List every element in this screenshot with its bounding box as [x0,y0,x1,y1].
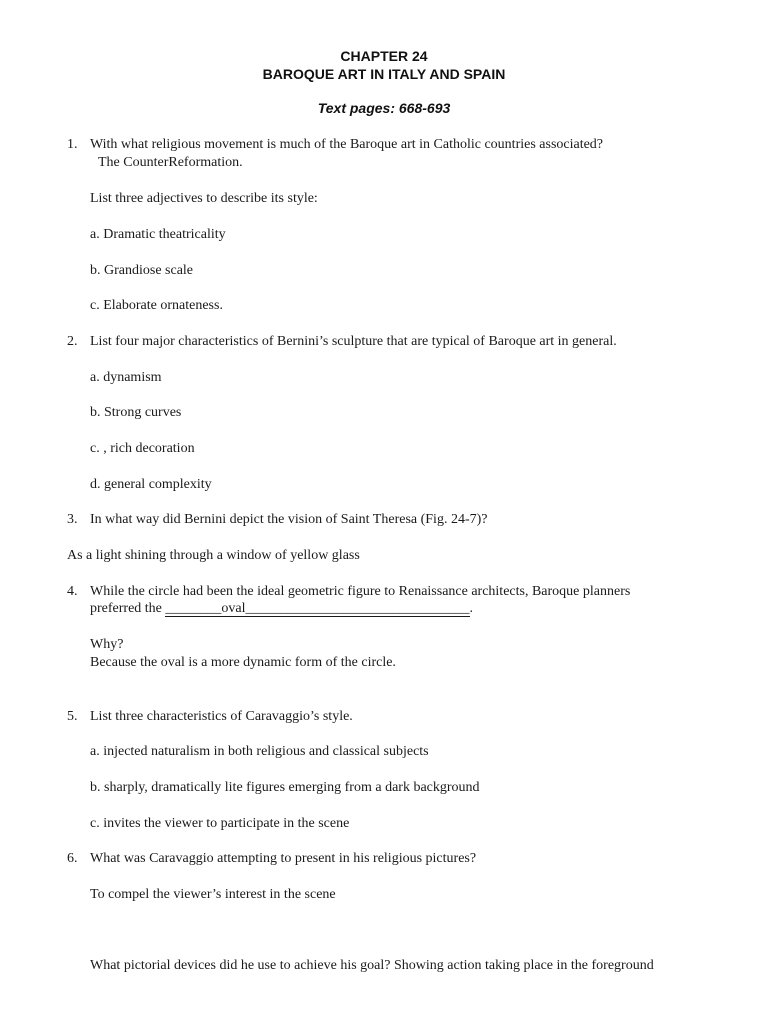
text-pages-label: Text pages: 668-693 [317,100,451,116]
question-6-answer: To compel the viewer’s interest in the scene [90,887,336,902]
question-1-answer: The CounterReformation. [98,155,243,170]
question-4-fill-blank [165,602,469,617]
question-3-number: 3. [67,512,78,527]
question-6-text: What was Caravaggio attempting to present in his religious pictures? [90,851,477,866]
question-5-item-b: b. sharply, dramatically lite figures emerging from a dark background [90,780,480,795]
question-1-prompt: List three adjectives to describe its style: [90,191,318,206]
question-4-text-line2 [90,601,473,617]
question-1-item-a: a. Dramatic theatricality [90,227,226,242]
question-4-why: Why? [90,637,124,652]
question-4-prefix: preferred the [90,601,166,616]
question-3-text: In what way did Bernini depict the vision of Saint Theresa (Fig. 24-7)? [90,512,488,527]
question-3-answer: As a light shining through a window of yellow glass [67,548,360,563]
question-4-blank-trail: ________________________________ [245,601,470,616]
chapter-heading: CHAPTER 24 [340,48,428,64]
question-5-item-a: a. injected naturalism in both religious and classical subjects [90,744,429,759]
question-5-number: 5. [67,709,78,724]
question-1-text: With what religious movement is much of the Baroque art in Catholic countries associated? [90,137,604,152]
question-2-item-b: b. Strong curves [90,405,182,420]
question-1-item-b: b. Grandiose scale [90,263,194,278]
question-2-text: List four major characteristics of Bernini’s sculpture that are typical of Baroque art in general. [90,334,617,349]
question-4-suffix: . [469,601,474,616]
question-2-number: 2. [67,334,78,349]
question-5-text: List three characteristics of Caravaggio’s style. [90,709,353,724]
chapter-title: BAROQUE ART IN ITALY AND SPAIN [262,66,506,82]
question-6-followup: What pictorial devices did he use to achieve his goal? Showing action taking place in the foreground [90,958,654,973]
question-1-item-c: c. Elaborate ornateness. [90,298,223,313]
question-4-why-answer: Because the oval is a more dynamic form of the circle. [90,655,396,670]
question-2-item-d: d. general complexity [90,477,212,492]
question-4-text-line1: While the circle had been the ideal geometric figure to Renaissance architects, Baroque planners [90,584,631,599]
question-4-blank-lead: ________ [165,601,222,616]
question-4-number: 4. [67,584,78,599]
question-6-number: 6. [67,851,78,866]
question-4-blank-answer: oval [221,601,246,616]
question-2-item-c: c. , rich decoration [90,441,195,456]
question-5-item-c: c. invites the viewer to participate in the scene [90,816,350,831]
question-2-item-a: a. dynamism [90,370,162,385]
question-1-number: 1. [67,137,78,152]
